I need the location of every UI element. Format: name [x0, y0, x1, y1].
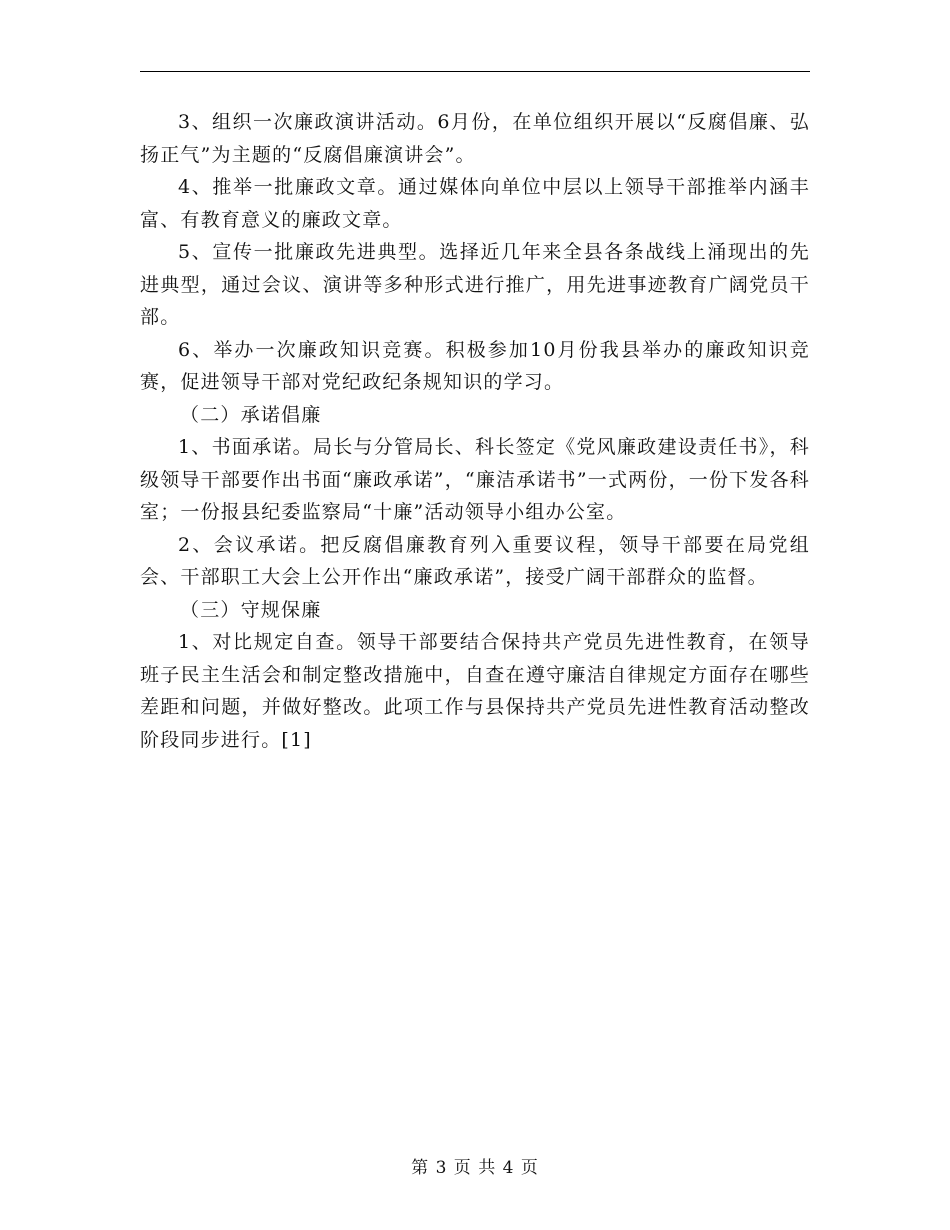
header-rule	[140, 71, 810, 72]
paragraph-meeting-commitment: 2、会议承诺。把反腐倡廉教育列入重要议程，领导干部要在局党组会、干部职工大会上公开作出“廉政承诺”，接受广阔干部群众的监督。	[140, 533, 810, 588]
paragraph-speech-activity: 3、组织一次廉政演讲活动。6月份，在单位组织开展以“反腐倡廉、弘扬正气”为主题的“反腐倡廉演讲会”。	[140, 111, 810, 166]
paragraph-recommend-articles: 4、推举一批廉政文章。通过媒体向单位中层以上领导干部推举内涵丰富、有教育意义的廉政文章。	[140, 176, 810, 231]
paragraph-knowledge-contest: 6、举办一次廉政知识竞赛。积极参加10月份我县举办的廉政知识竞赛，促进领导干部对党纪政纪条规知识的学习。	[140, 338, 810, 393]
section-heading-commitment: （二）承诺倡廉	[180, 403, 322, 426]
paragraph-promote-models: 5、宣传一批廉政先进典型。选择近几年来全县各条战线上涌现出的先进典型，通过会议、演讲等多种形式进行推广，用先进事迹教育广阔党员干部。	[140, 241, 810, 328]
paragraph-written-commitment: 1、书面承诺。局长与分管局长、科长签定《党风廉政建设责任书》，科级领导干部要作出书面“廉政承诺”，“廉洁承诺书”一式两份，一份下发各科室；一份报县纪委监察局“十廉”活动领导小组办公室。	[140, 436, 810, 523]
section-heading-compliance: （三）守规保廉	[180, 598, 322, 621]
document-body	[140, 106, 810, 756]
paragraph-self-inspection: 1、对比规定自查。领导干部要结合保持共产党员先进性教育，在领导班子民主生活会和制定整改措施中，自查在遵守廉洁自律规定方面存在哪些差距和问题，并做好整改。此项工作与县保持共产党员先进性教育活动整改阶段同步进行。[1]	[140, 631, 810, 751]
page-number: 第 3 页 共 4 页	[411, 1158, 539, 1178]
